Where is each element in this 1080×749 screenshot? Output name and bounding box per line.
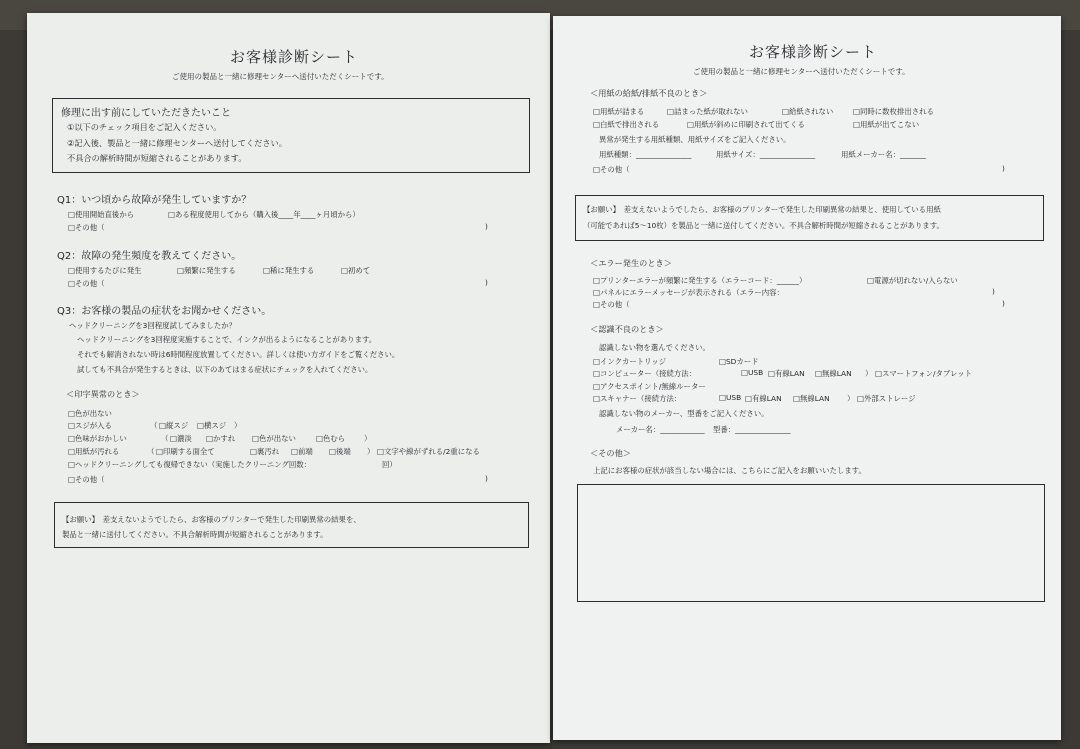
intro-heading: 修理に出す前にしていただきたいこと <box>61 108 231 119</box>
recog-model-field[interactable]: 型番：_______________ <box>713 425 791 434</box>
q1-other[interactable]: □その他（ <box>68 223 105 232</box>
connection-wired-lan[interactable]: □有線LAN <box>768 369 805 378</box>
connection-usb[interactable]: □USB <box>741 368 764 377</box>
diagnosis-sheet-right <box>553 16 1061 740</box>
paren-close: ） <box>847 394 855 403</box>
q2-option[interactable]: □頻繁に発生する <box>177 266 236 275</box>
paper-heading: ＜用紙の給紙/排紙不良のとき＞ <box>590 88 708 98</box>
print-option[interactable]: □後端 <box>329 447 351 456</box>
recog-maker-field[interactable]: メーカー名：____________ <box>616 425 705 434</box>
paper-option[interactable]: □同時に数枚排出される <box>853 107 934 116</box>
recog-heading: ＜認識不良のとき＞ <box>590 324 664 334</box>
request-line: 製品と一緒に送付してください。不具合解析時間が短縮されることがあります。 <box>62 530 328 539</box>
recog-option[interactable]: □アクセスポイント/無線ルーター <box>593 382 706 391</box>
error-heading: ＜エラー発生のとき＞ <box>590 258 672 268</box>
recog-option[interactable]: □コンピューター（接続方法： <box>593 369 697 378</box>
intro-line: 不具合の解析時間が短縮されることがあります。 <box>67 153 247 163</box>
print-option[interactable]: □文字や線がずれる/2重になる <box>377 447 480 456</box>
recog-option[interactable]: □外部ストレージ <box>857 394 916 403</box>
print-option[interactable]: □濃淡 <box>170 434 192 443</box>
error-option[interactable]: □電源が切れない/入らない <box>867 276 958 285</box>
paper-option[interactable]: □用紙が出てこない <box>853 120 920 129</box>
paper-option[interactable]: □白紙で排出される <box>593 120 660 129</box>
q3-line: それでも解消されない時は6時間程度放置してください。詳しくは使い方ガイドをご覧ください。 <box>77 350 400 359</box>
paper-note: 異常が発生する用紙種類、用紙サイズをご記入ください。 <box>599 135 791 144</box>
paren-close: ） <box>865 369 873 378</box>
sheet-subtitle: ご使用の製品と一緒に修理センターへ送付いただくシートです。 <box>693 67 910 76</box>
print-option[interactable]: □印刷する面全て <box>156 447 215 456</box>
paper-option[interactable]: □用紙が斜めに印刷されて出てくる <box>687 120 805 129</box>
q3-question: Q3：お客様の製品の症状をお聞かせください。 <box>57 306 272 317</box>
q3-line: ヘッドクリーニングを3回程度実施することで、インクが出るようになることがあります。 <box>77 335 377 344</box>
print-option[interactable]: □色味がおかしい <box>68 434 127 443</box>
paren-close: ) <box>485 278 488 287</box>
q3-line: ヘッドクリーニングを3回程度試してみましたか？ <box>69 321 237 330</box>
recog-option[interactable]: □スキャナー（接続方法： <box>593 394 682 403</box>
error-other[interactable]: □その他（ <box>593 300 630 309</box>
print-heading: ＜印字異常のとき＞ <box>66 389 140 399</box>
print-option[interactable]: □前端 <box>291 447 313 456</box>
error-option[interactable]: □パネルにエラーメッセージが表示される（エラー内容： <box>593 288 784 297</box>
q1-question: Q1：いつ頃から故障が発生していますか？ <box>57 195 252 206</box>
paper-option[interactable]: □詰まった紙が取れない <box>667 107 748 116</box>
q2-option[interactable]: □初めて <box>341 266 371 275</box>
paren-close: ) <box>485 474 488 483</box>
sheet-subtitle: ご使用の製品と一緒に修理センターへ送付いただくシートです。 <box>172 72 389 81</box>
paren-close: ) <box>992 287 995 296</box>
recog-option[interactable]: □スマートフォン/タブレット <box>875 369 973 378</box>
paren-close: ） <box>367 447 375 456</box>
paper-maker-field[interactable]: 用紙メーカー名：_______ <box>841 150 926 159</box>
paren-close: ) <box>1002 299 1005 308</box>
print-option[interactable]: □色が出ない <box>252 434 296 443</box>
paren-open: （ <box>147 447 155 456</box>
diagnosis-sheet-left <box>27 13 550 743</box>
paper-other[interactable]: □その他（ <box>593 165 630 174</box>
count-unit: 回） <box>382 460 397 469</box>
request-box <box>54 502 529 548</box>
intro-line: ②記入後、製品と一緒に修理センターへ送付してください。 <box>67 138 287 148</box>
recog-note: 認識しない物のメーカー、型番をご記入ください。 <box>599 409 769 418</box>
paren-close: ) <box>485 222 488 231</box>
print-option[interactable]: □裏汚れ <box>250 447 280 456</box>
paper-size-field[interactable]: 用紙サイズ：_______________ <box>716 150 816 159</box>
connection-usb[interactable]: □USB <box>719 393 742 402</box>
free-text-box[interactable] <box>577 484 1045 602</box>
recog-option[interactable]: □SDカード <box>719 357 759 366</box>
intro-line: ①以下のチェック項目をご記入ください。 <box>67 122 222 132</box>
request-box <box>575 195 1044 241</box>
request-line: 【お願い】 差支えないようでしたら、お客様のプリンターで発生した印刷異常の結果を、 <box>62 515 361 524</box>
paren-close: ） <box>364 434 372 443</box>
q2-other[interactable]: □その他（ <box>68 279 105 288</box>
print-option[interactable]: □用紙が汚れる <box>68 447 120 456</box>
paren-open: （ <box>150 421 158 430</box>
print-option[interactable]: □ヘッドクリーニングしても復帰できない（実施したクリーニング回数： <box>68 460 312 469</box>
paper-option[interactable]: □給紙されない <box>782 107 834 116</box>
request-line: 【お願い】 差支えないようでしたら、お客様のプリンターで発生した印刷異常の結果と、使用している用紙 <box>583 205 941 214</box>
sheet-title: お客様診断シート <box>230 48 359 66</box>
q2-question: Q2：故障の発生頻度を教えてください。 <box>57 251 242 262</box>
paper-type-field[interactable]: 用紙種類：_______________ <box>599 150 692 159</box>
print-option[interactable]: □横スジ <box>197 421 227 430</box>
paren-close: ） <box>234 421 242 430</box>
connection-wireless-lan[interactable]: □無線LAN <box>793 394 830 403</box>
request-line: （可能であれば5〜10枚）を製品と一緒に送付してください。不具合解析時間が短縮されることがあります。 <box>583 221 944 230</box>
error-option[interactable]: □プリンターエラーが頻繁に発生する（エラーコード：______） <box>593 276 807 285</box>
connection-wireless-lan[interactable]: □無線LAN <box>815 369 852 378</box>
q1-option[interactable]: □ある程度使用してから（購入後____年____ヶ月頃から） <box>168 210 360 219</box>
other-note: 上記にお客様の症状が該当しない場合には、こちらにご記入をお願いいたします。 <box>593 466 866 475</box>
q3-line: 試しても不具合が発生するときは、以下のあてはまる症状にチェックを入れてください。 <box>77 365 373 374</box>
connection-wired-lan[interactable]: □有線LAN <box>745 394 782 403</box>
sheet-title: お客様診断シート <box>749 43 878 61</box>
other-heading: ＜その他＞ <box>590 448 631 458</box>
print-option[interactable]: □縦スジ <box>159 421 189 430</box>
paren-close: ) <box>1002 164 1005 173</box>
q1-option[interactable]: □使用開始直後から <box>68 210 135 219</box>
print-option[interactable]: □色むら <box>316 434 346 443</box>
recog-option[interactable]: □インクカートリッジ <box>593 357 667 366</box>
print-option[interactable]: □色が出ない <box>68 409 112 418</box>
print-option[interactable]: □かすれ <box>206 434 236 443</box>
paren-open: （ <box>161 434 169 443</box>
q2-option[interactable]: □稀に発生する <box>263 266 315 275</box>
print-option[interactable]: □スジが入る <box>68 421 112 430</box>
recog-intro: 認識しない物を選んでください。 <box>599 343 710 352</box>
print-other[interactable]: □その他（ <box>68 475 105 484</box>
paper-option[interactable]: □用紙が詰まる <box>593 107 645 116</box>
q2-option[interactable]: □使用するたびに発生 <box>68 266 142 275</box>
